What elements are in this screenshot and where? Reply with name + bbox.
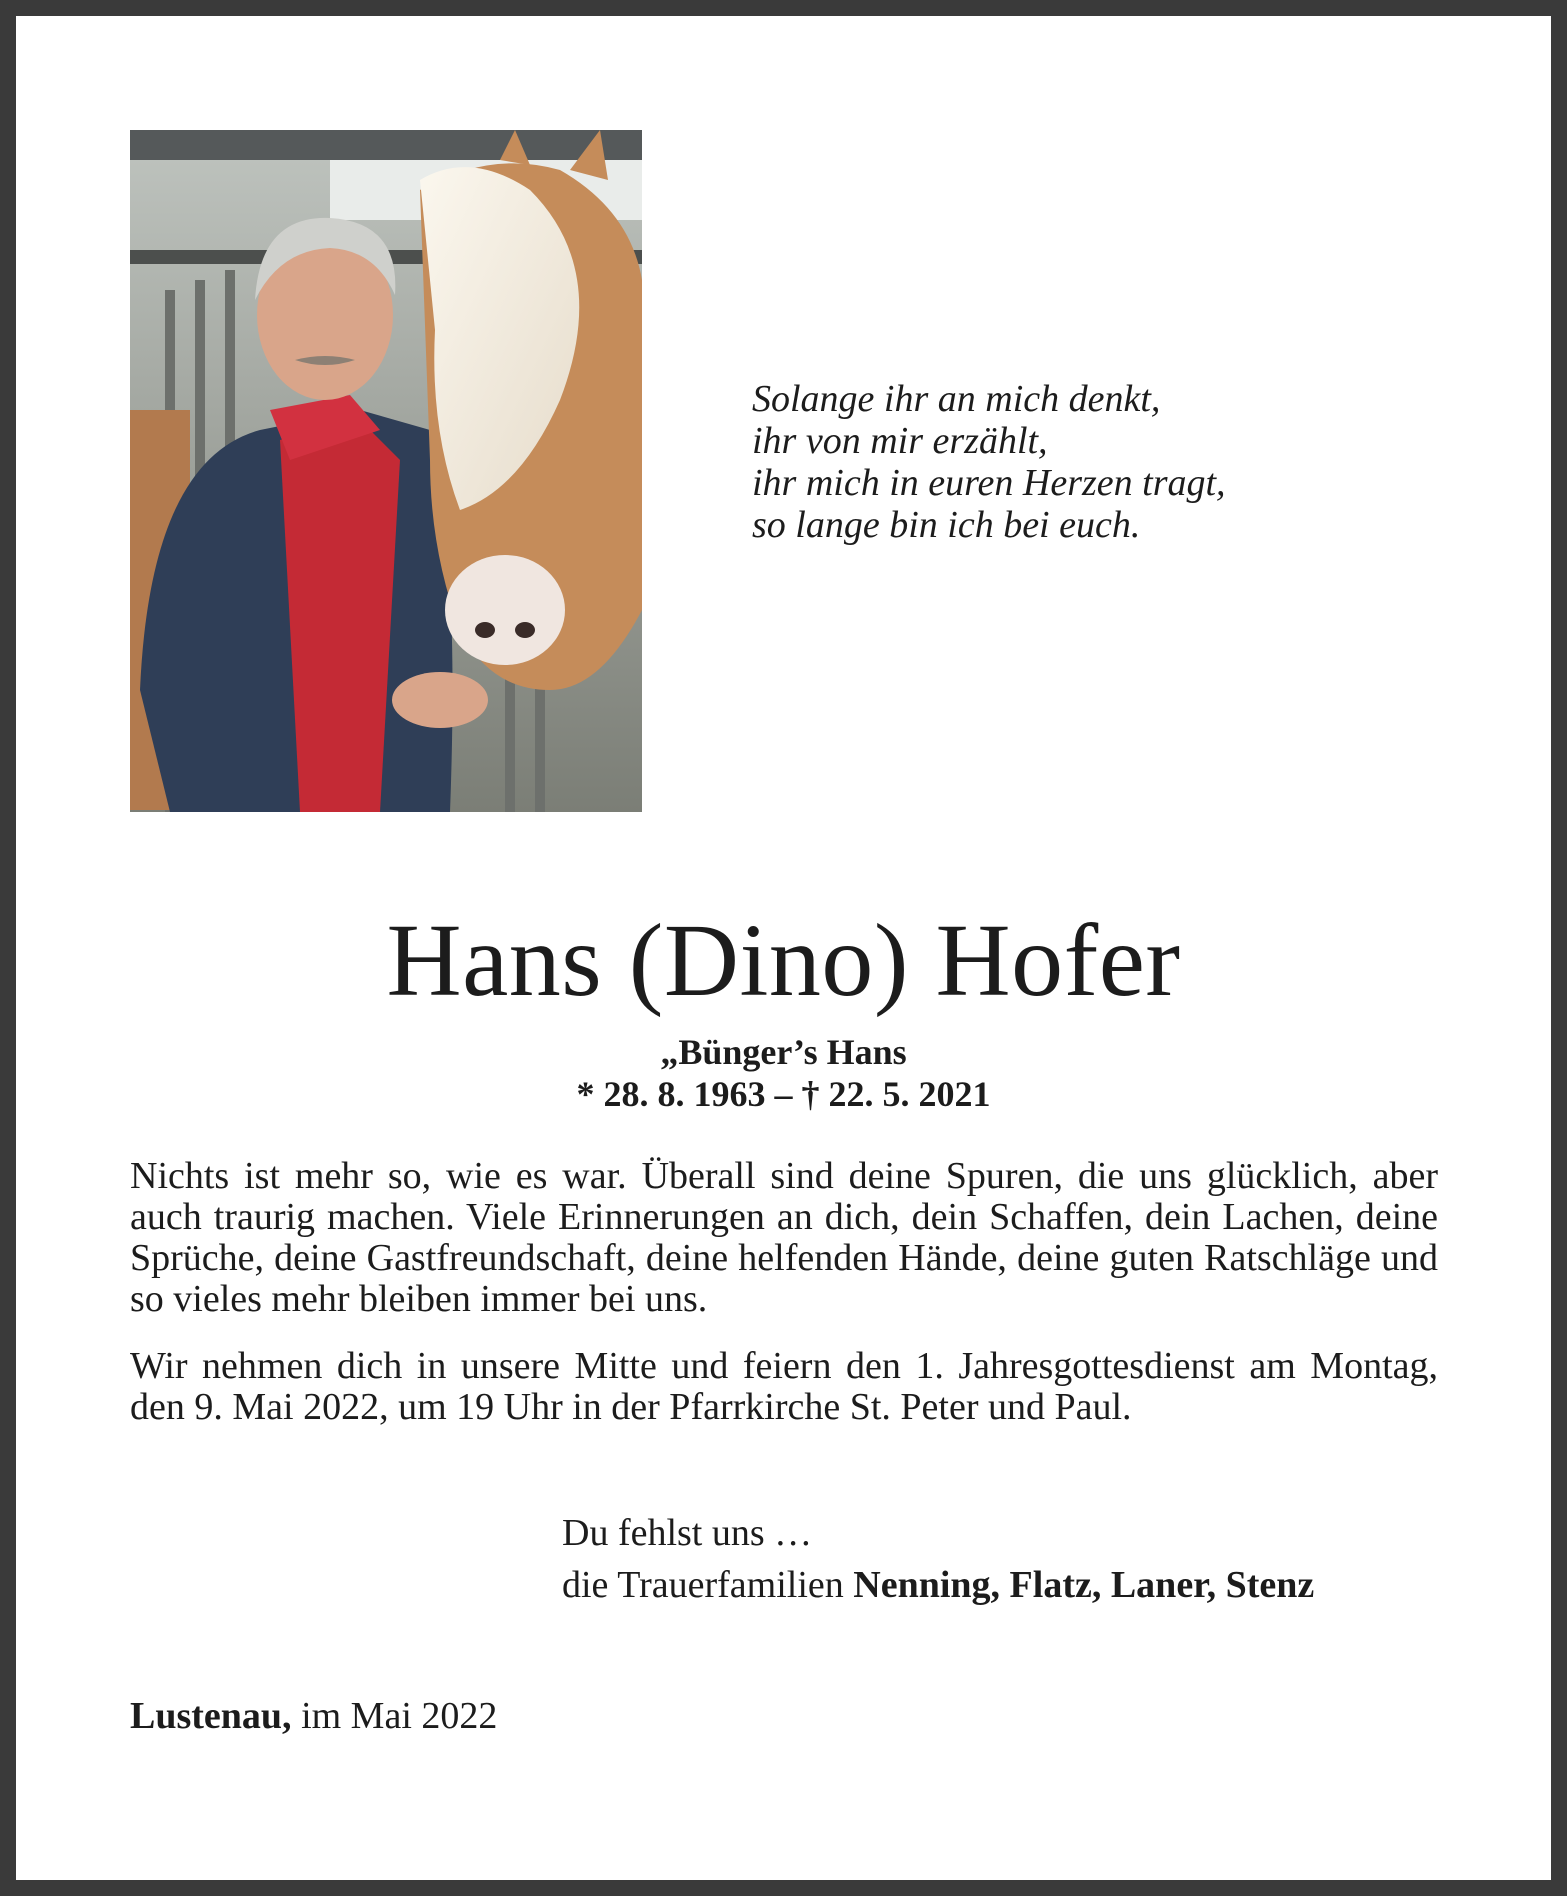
deceased-nickname: „Bünger’s Hans bbox=[660, 1032, 907, 1072]
service-announcement: Wir nehmen dich in unsere Mitte und feiern den 1. Jahresgottesdienst am Montag, den 9. Mai 2022, um 19 Uhr in der Pfarrkirche St. Peter und Paul. bbox=[130, 1345, 1438, 1428]
memorial-paragraph: Nichts ist mehr so, wie es war. Überall sind deine Spuren, die uns glücklich, aber auch traurig machen. Viele Erinnerungen an dich, dein Schaffen, dein Lachen, deine Sprüche, deine Gastfreundschaft, deine helfenden Hände, deine guten Ratschläge und so vieles mehr bleiben immer bei uns. bbox=[130, 1155, 1438, 1320]
place-date-text: im Mai 2022 bbox=[291, 1695, 498, 1737]
life-dates: * 28. 8. 1963 – † 22. 5. 2021 bbox=[576, 1074, 991, 1114]
place-city: Lustenau, bbox=[130, 1695, 292, 1737]
deceased-name: Hans (Dino) Hofer bbox=[386, 903, 1181, 1018]
families-names: Nenning, Flatz, Laner, Stenz bbox=[853, 1564, 1315, 1606]
farewell-line: Du fehlst uns … bbox=[562, 1512, 813, 1554]
place-date bbox=[130, 1696, 497, 1737]
verse-line: ihr von mir erzählt, bbox=[752, 420, 1048, 462]
memorial-verse bbox=[752, 378, 1226, 546]
signature-block bbox=[562, 1513, 1314, 1617]
families-prefix: die Trauerfamilien bbox=[562, 1564, 854, 1606]
verse-line: so lange bin ich bei euch. bbox=[752, 504, 1141, 546]
verse-line: ihr mich in euren Herzen tragt, bbox=[752, 462, 1226, 504]
portrait-photo-image bbox=[130, 130, 642, 812]
verse-line: Solange ihr an mich denkt, bbox=[752, 378, 1161, 420]
obituary-notice bbox=[16, 16, 1551, 1880]
families-line bbox=[562, 1565, 1314, 1606]
portrait-photo bbox=[130, 130, 642, 812]
